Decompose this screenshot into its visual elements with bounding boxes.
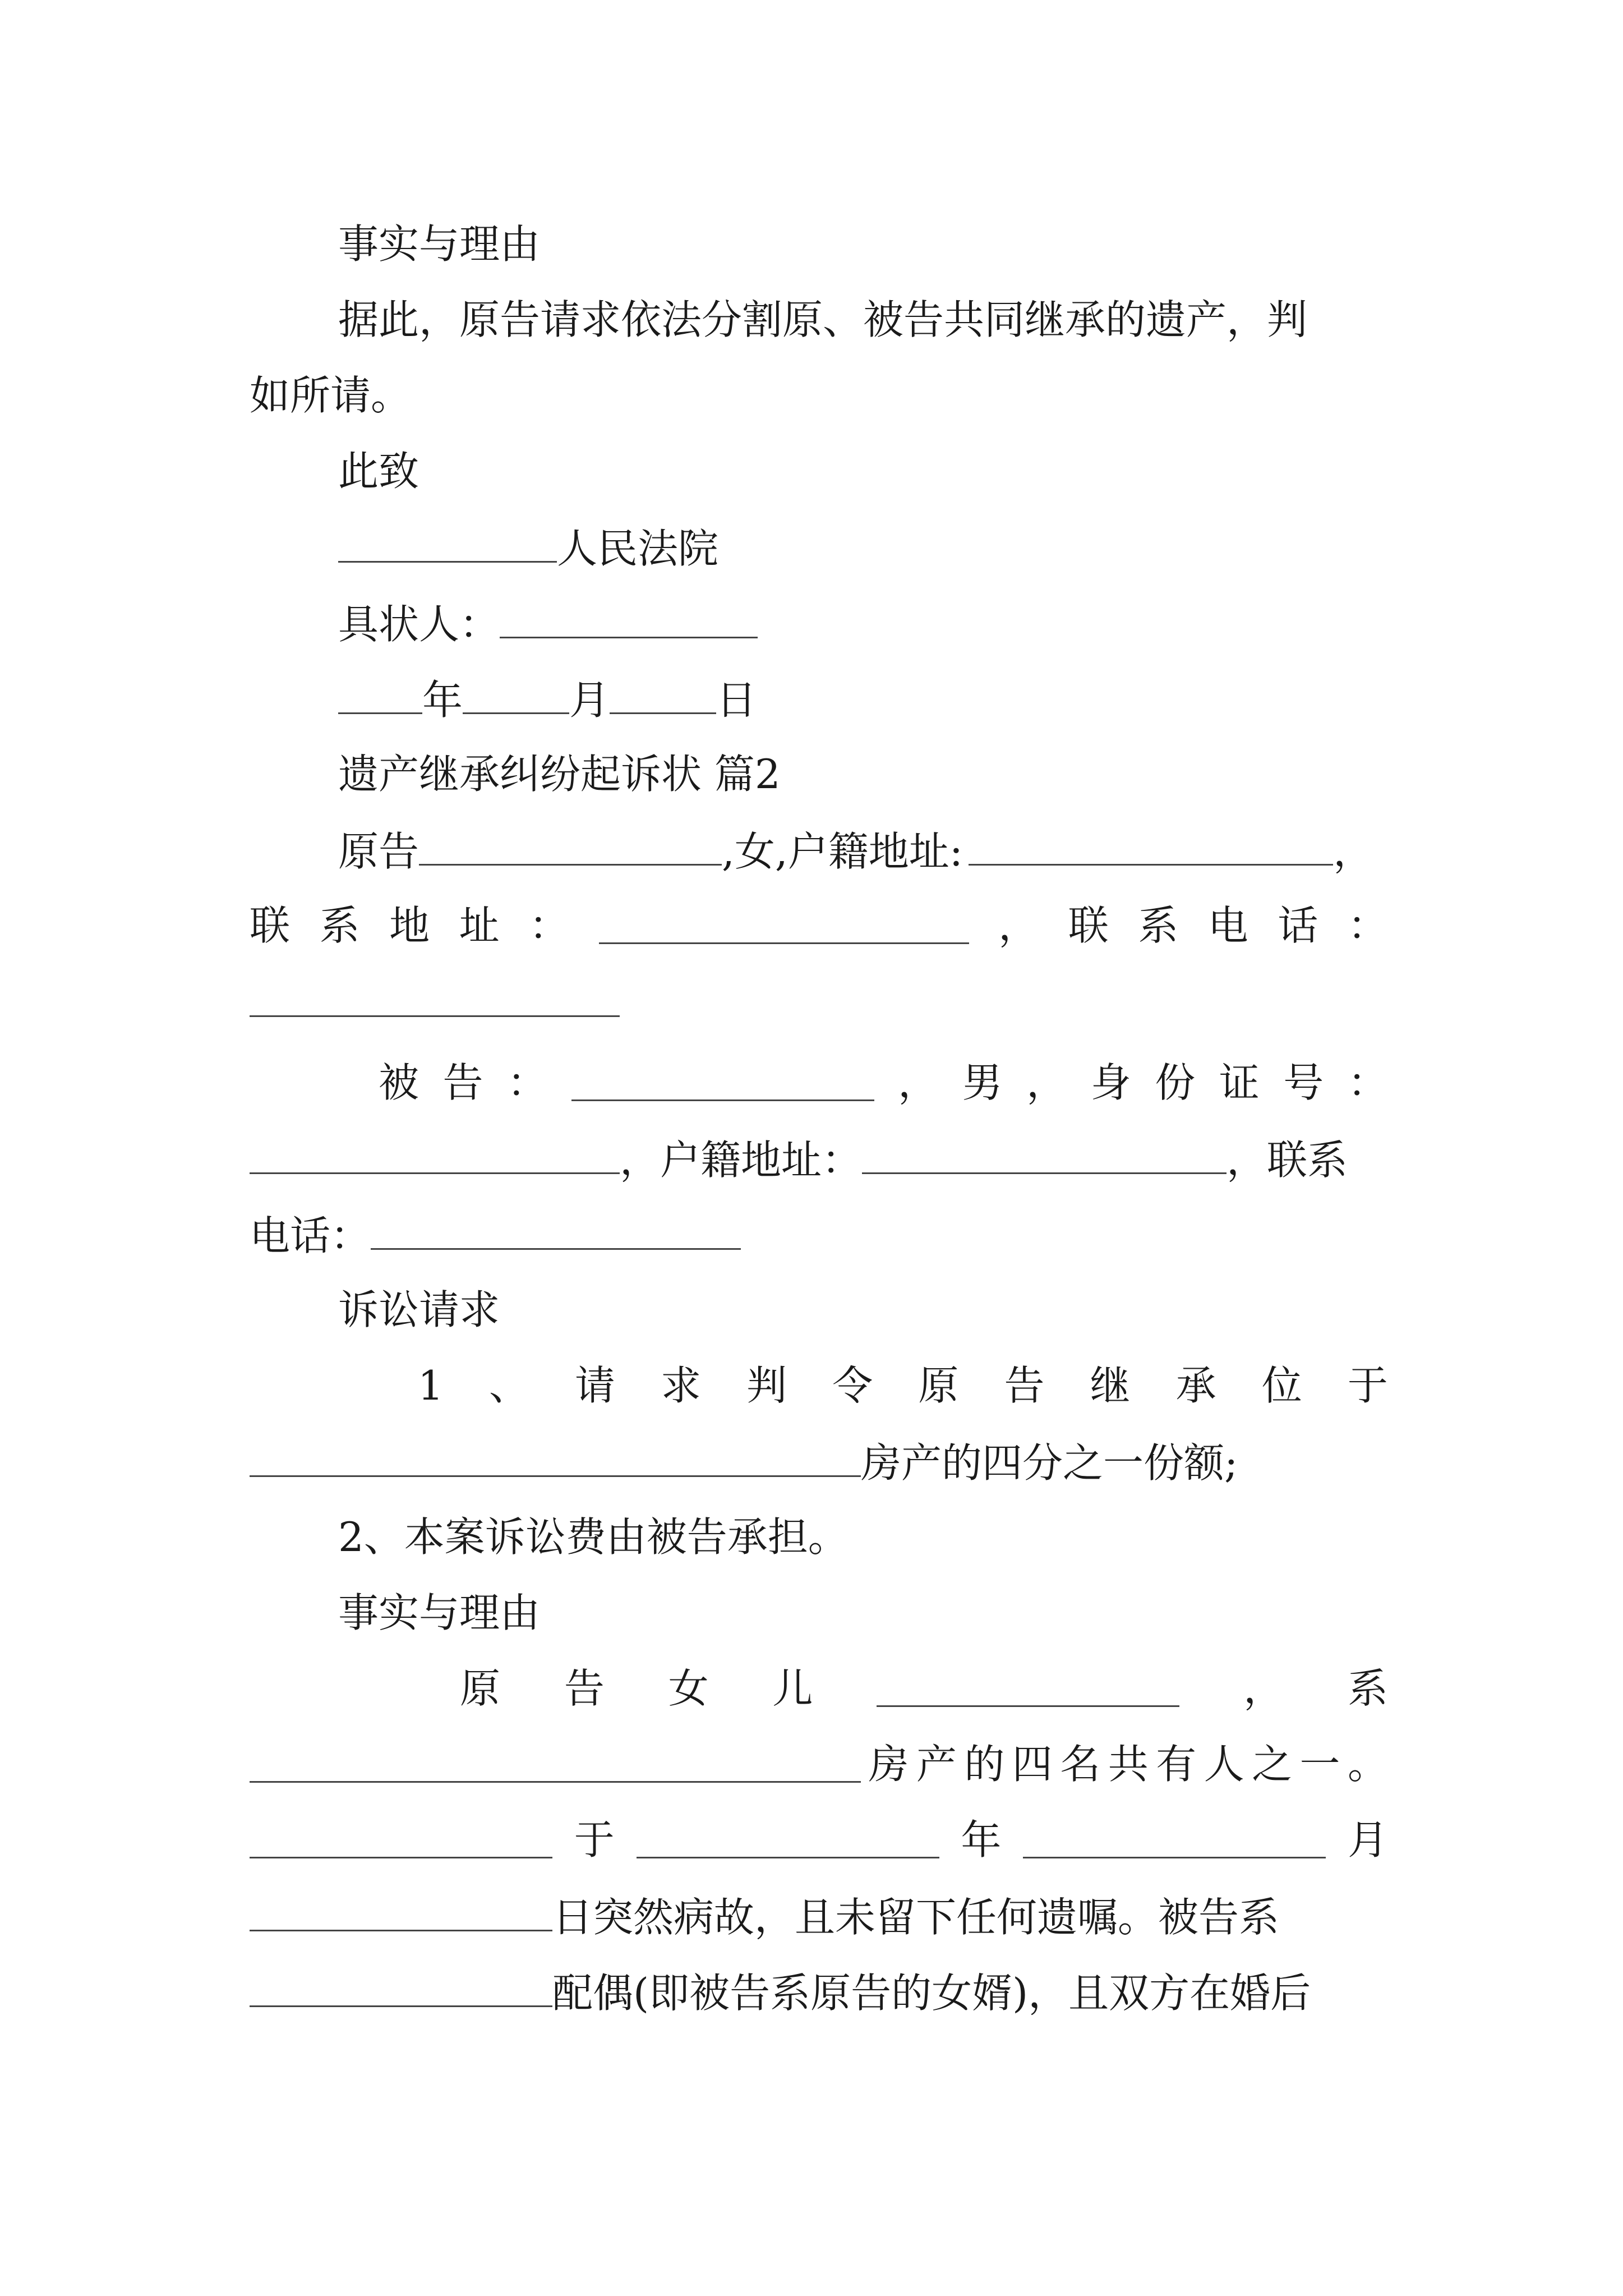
char: 求 — [661, 1362, 702, 1409]
char: 话 — [1278, 902, 1318, 949]
defendant-phone-line — [250, 1203, 1388, 1265]
char: 址 — [459, 902, 500, 949]
char: 令 — [832, 1362, 873, 1409]
char: 名 — [1060, 1741, 1101, 1788]
court-line — [250, 516, 1388, 578]
court-name-blank — [338, 516, 557, 563]
phone-blank-line — [250, 970, 1388, 1032]
household-address-blank — [969, 819, 1333, 866]
daughter-name-blank — [877, 1666, 1179, 1707]
facts-text-4: 日突然病故，且未留下任何遗嘱。被告系 — [552, 1894, 1280, 1941]
facts-line-2 — [250, 1733, 1388, 1795]
char: 被 — [379, 1059, 419, 1106]
char: 有 — [1156, 1741, 1197, 1788]
defendant-address-line — [250, 1128, 1388, 1189]
char: 的 — [964, 1741, 1005, 1788]
char: 系 — [1138, 902, 1179, 949]
spouse-name-blank — [250, 1961, 552, 2007]
year-label: 年 — [422, 677, 463, 724]
char: 于 — [1347, 1362, 1388, 1409]
char: 原 — [460, 1665, 501, 1712]
char: ， — [998, 902, 1039, 949]
char: 份 — [1155, 1059, 1196, 1106]
facts-line-5 — [250, 1961, 1388, 2022]
char: 请 — [574, 1362, 615, 1409]
char: 1 — [418, 1362, 444, 1409]
char: 身 — [1090, 1059, 1131, 1106]
signature-line — [250, 592, 1388, 654]
char: ： — [1347, 1059, 1388, 1106]
char: 系 — [1347, 1665, 1388, 1712]
contact-label: ，联系 — [1227, 1137, 1348, 1184]
heading-claims: 诉讼请求 — [338, 1286, 500, 1333]
day-blank — [610, 668, 716, 714]
defendant-phone-blank — [371, 1203, 741, 1250]
char: 告 — [1004, 1362, 1045, 1409]
char: 联 — [1068, 902, 1109, 949]
claim-1-text: 房产的四分之一份额; — [861, 1439, 1238, 1487]
char: 于 — [574, 1816, 615, 1864]
facts-line-1 — [250, 1658, 1388, 1719]
deceased-name-blank — [250, 1818, 552, 1858]
salutation: 此致 — [338, 448, 419, 495]
char: 之 — [1252, 1741, 1293, 1788]
signature-blank — [500, 592, 758, 638]
court-label: 人民法院 — [557, 525, 719, 572]
plaintiff-signature-label: 具状人： — [338, 601, 500, 648]
phone-label: 电话： — [250, 1212, 371, 1259]
id-number-blank — [250, 1128, 620, 1174]
char: 。 — [1347, 1741, 1388, 1788]
char: ， — [1026, 1059, 1067, 1106]
char: 地 — [389, 902, 430, 949]
facts-line-3 — [250, 1809, 1388, 1871]
facts-text-5: 配偶(即被告系原告的女婿)，且双方在婚后 — [552, 1970, 1311, 2017]
char: 年 — [961, 1816, 1002, 1864]
char: 、 — [488, 1362, 529, 1409]
char: 房 — [868, 1741, 909, 1788]
char: 产 — [916, 1741, 957, 1788]
co-owned-property-blank — [250, 1742, 861, 1783]
char: 告 — [442, 1059, 483, 1106]
death-month-blank — [1023, 1818, 1326, 1858]
char: 位 — [1261, 1362, 1302, 1409]
defendant-line — [250, 1052, 1388, 1114]
char: ： — [1347, 902, 1388, 949]
char: 四 — [1012, 1741, 1053, 1788]
char: ， — [898, 1059, 939, 1106]
contact-address-line — [250, 895, 1388, 956]
month-label: 月 — [569, 677, 610, 724]
year-blank — [338, 668, 422, 714]
char: 人 — [1204, 1741, 1244, 1788]
paragraph-line: 据此，原告请求依法分割原、被告共同继承的遗产，判 — [338, 296, 1308, 343]
char: 承 — [1175, 1362, 1216, 1409]
contact-address-blank — [599, 903, 969, 944]
char: 继 — [1090, 1362, 1131, 1409]
death-day-blank — [250, 1885, 552, 1931]
section-title: 遗产继承纠纷起诉状 篇2 — [338, 751, 781, 798]
char: 一 — [1299, 1741, 1340, 1788]
claim-2-line: 2、本案诉讼费由被告承担。 — [338, 1513, 849, 1561]
month-blank — [463, 668, 569, 714]
day-label: 日 — [716, 677, 757, 724]
char: ： — [529, 902, 570, 949]
claim-1-line — [250, 1355, 1388, 1416]
char: 判 — [746, 1362, 787, 1409]
char: 电 — [1207, 902, 1248, 949]
defendant-address-blank — [862, 1128, 1227, 1174]
paragraph-line: 如所请。 — [250, 372, 412, 419]
heading-facts-reasons: 事实与理由 — [338, 220, 541, 268]
char: 号 — [1283, 1059, 1324, 1106]
char: 儿 — [772, 1665, 813, 1712]
heading-facts-reasons-2: 事实与理由 — [338, 1589, 541, 1636]
plaintiff-info: ,女,户籍地址: — [722, 828, 963, 875]
char: 共 — [1108, 1741, 1149, 1788]
plaintiff-phone-blank — [250, 970, 620, 1017]
plaintiff-line — [250, 819, 1388, 881]
plaintiff-name-blank — [419, 819, 722, 866]
char: 女 — [668, 1665, 709, 1712]
char: ： — [507, 1059, 548, 1106]
char: 系 — [319, 902, 360, 949]
char: 原 — [918, 1362, 959, 1409]
claim-1-cont-line — [250, 1430, 1388, 1492]
plaintiff-label: 原告 — [338, 828, 419, 875]
defendant-name-blank — [571, 1060, 874, 1101]
char: 联 — [250, 902, 291, 949]
char: 告 — [564, 1665, 605, 1712]
char: 月 — [1347, 1816, 1388, 1864]
household-address-label: ，户籍地址： — [620, 1137, 863, 1184]
comma: ， — [1333, 828, 1374, 875]
char: 男 — [962, 1059, 1003, 1106]
facts-line-4 — [250, 1885, 1388, 1947]
date-line — [250, 668, 1388, 729]
char: 证 — [1219, 1059, 1260, 1106]
char: ， — [1243, 1665, 1284, 1712]
death-year-blank — [637, 1818, 939, 1858]
property-location-blank — [250, 1430, 861, 1477]
